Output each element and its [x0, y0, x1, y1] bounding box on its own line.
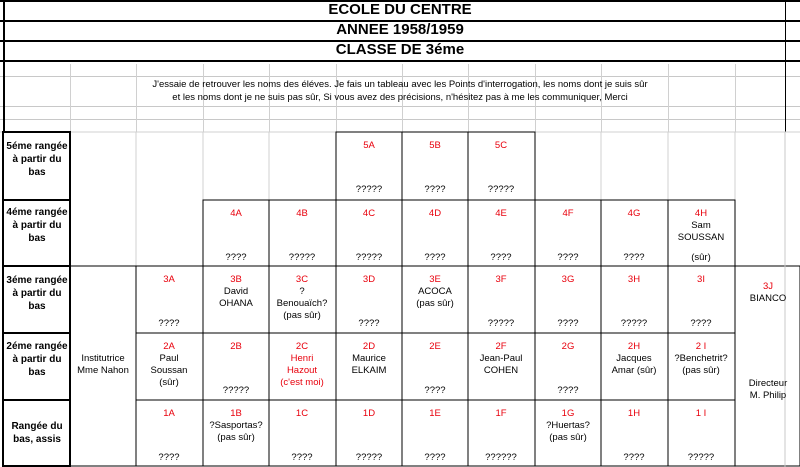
seat-1a-code: 1A [163, 408, 175, 419]
seat-4a-code: 4A [230, 208, 242, 219]
seat-2d-code: 2D [362, 341, 376, 352]
seat-2i-code: 2 I [695, 341, 707, 352]
seat-2g-code: 2G [561, 341, 575, 352]
school-year: ANNEE 1958/1959 [336, 21, 464, 38]
seat-2d-name: Maurice ELKAIM [351, 353, 387, 376]
seat-3e-name: ACOCA (pas sûr) [416, 286, 454, 309]
seat-1c-code: 1C [295, 408, 309, 419]
seat-3g-code: 3G [561, 274, 575, 285]
row-label-2: 2éme rangée à partir du bas [6, 341, 68, 378]
seat-1f-code: 1F [495, 408, 507, 419]
seat-1g-code: 1G [561, 408, 575, 419]
seat-2i-name: ?Benchetrit? (pas sûr) [674, 353, 728, 376]
seat-3e-code: 3E [429, 274, 441, 285]
seat-1b-code: 1B [230, 408, 242, 419]
seat-4h-name: Sam SOUSSAN [677, 220, 725, 243]
seat-2c-code: 2C [295, 341, 309, 352]
seat-4d-value: ???? [424, 252, 446, 263]
seat-1d-code: 1D [362, 408, 376, 419]
seat-5a-value: ????? [355, 184, 383, 195]
seat-3a-value: ???? [158, 318, 180, 329]
seat-5b-value: ???? [424, 184, 446, 195]
seat-3f-code: 3F [495, 274, 507, 285]
seat-4h-value: (sûr) [691, 252, 711, 263]
seat-5a-code: 5A [363, 140, 375, 151]
seat-2g-value: ???? [557, 385, 579, 396]
row-label-4: 4éme rangée à partir du bas [6, 207, 68, 244]
seat-2c-name: Henri Hazout (c'est moi) [280, 353, 324, 388]
seat-2b-code: 2B [230, 341, 242, 352]
seat-3j-name: BIANCO [749, 293, 787, 304]
seat-2e-code: 2E [429, 341, 441, 352]
seat-5c-code: 5C [494, 140, 508, 151]
seat-1i-value: ????? [687, 452, 715, 463]
seat-1g-name: ?Huertas? (pas sûr) [546, 420, 590, 443]
seat-4g-value: ???? [623, 252, 645, 263]
seat-4c-value: ????? [355, 252, 383, 263]
seat-4e-value: ???? [490, 252, 512, 263]
seat-4f-code: 4F [562, 208, 574, 219]
seat-4e-code: 4E [495, 208, 507, 219]
seat-1h-code: 1H [627, 408, 641, 419]
seat-1e-value: ???? [424, 452, 446, 463]
seat-1i-code: 1 I [695, 408, 707, 419]
seat-2h-name: Jacques Amar (sûr) [611, 353, 657, 376]
seat-4b-code: 4B [296, 208, 308, 219]
seat-2f-code: 2F [495, 341, 507, 352]
seat-3c-code: 3C [295, 274, 309, 285]
seat-4f-value: ???? [557, 252, 579, 263]
seat-1c-value: ???? [291, 452, 313, 463]
seat-1f-value: ?????? [485, 452, 517, 463]
seat-3d-value: ???? [358, 318, 380, 329]
seat-3d-code: 3D [362, 274, 376, 285]
row-label-3: 3éme rangée à partir du bas [6, 275, 68, 312]
seat-4c-code: 4C [362, 208, 376, 219]
seat-3b-code: 3B [230, 274, 242, 285]
seat-3h-code: 3H [627, 274, 641, 285]
seat-3h-value: ????? [620, 318, 648, 329]
row-label-5: 5éme rangée à partir du bas [6, 141, 68, 178]
seat-3g-value: ???? [557, 318, 579, 329]
school-title: ECOLE DU CENTRE [328, 1, 472, 18]
seat-3c-name: ?Benouaïch? (pas sûr) [276, 286, 328, 321]
seat-2a-code: 2A [163, 341, 175, 352]
note-line-1: J'essaie de retrouver les noms des éléves. Je fais un tableau avec les Points d'interrogation, les noms dont je suis sûr [152, 79, 648, 90]
director-label: Directeur M. Philip [748, 378, 788, 401]
seat-4b-value: ????? [288, 252, 316, 263]
seat-2f-name: Jean-Paul COHEN [479, 353, 523, 376]
seat-4g-code: 4G [627, 208, 641, 219]
note-line-2: et les noms dont je ne suis pas sûr, Si vous avez des précisions, n'hésitez pas à me les communiquer, Merci [172, 92, 628, 103]
seat-4d-code: 4D [428, 208, 442, 219]
seat-1a-value: ???? [158, 452, 180, 463]
seat-5c-value: ????? [487, 184, 515, 195]
seat-5b-code: 5B [429, 140, 441, 151]
seat-2e-value: ???? [424, 385, 446, 396]
seat-3f-value: ????? [487, 318, 515, 329]
seat-3i-code: 3I [697, 274, 705, 285]
seat-3j-code: 3J [762, 281, 774, 292]
seat-4h-code: 4H [694, 208, 708, 219]
seat-1b-name: ?Sasportas? (pas sûr) [209, 420, 263, 443]
seat-1e-code: 1E [429, 408, 441, 419]
seat-3a-code: 3A [163, 274, 175, 285]
seat-3i-value: ???? [690, 318, 712, 329]
seat-2b-value: ????? [222, 385, 250, 396]
seat-1d-value: ????? [355, 452, 383, 463]
seat-4a-value: ???? [225, 252, 247, 263]
seat-2a-name: Paul Soussan (sûr) [150, 353, 188, 388]
row-label-1: Rangée du bas, assis [11, 421, 63, 445]
seat-2h-code: 2H [627, 341, 641, 352]
seat-3b-name: David OHANA [219, 286, 253, 309]
class-title: CLASSE DE 3éme [335, 41, 465, 58]
seat-1h-value: ???? [623, 452, 645, 463]
teacher-label: Institutrice Mme Nahon [77, 353, 129, 376]
